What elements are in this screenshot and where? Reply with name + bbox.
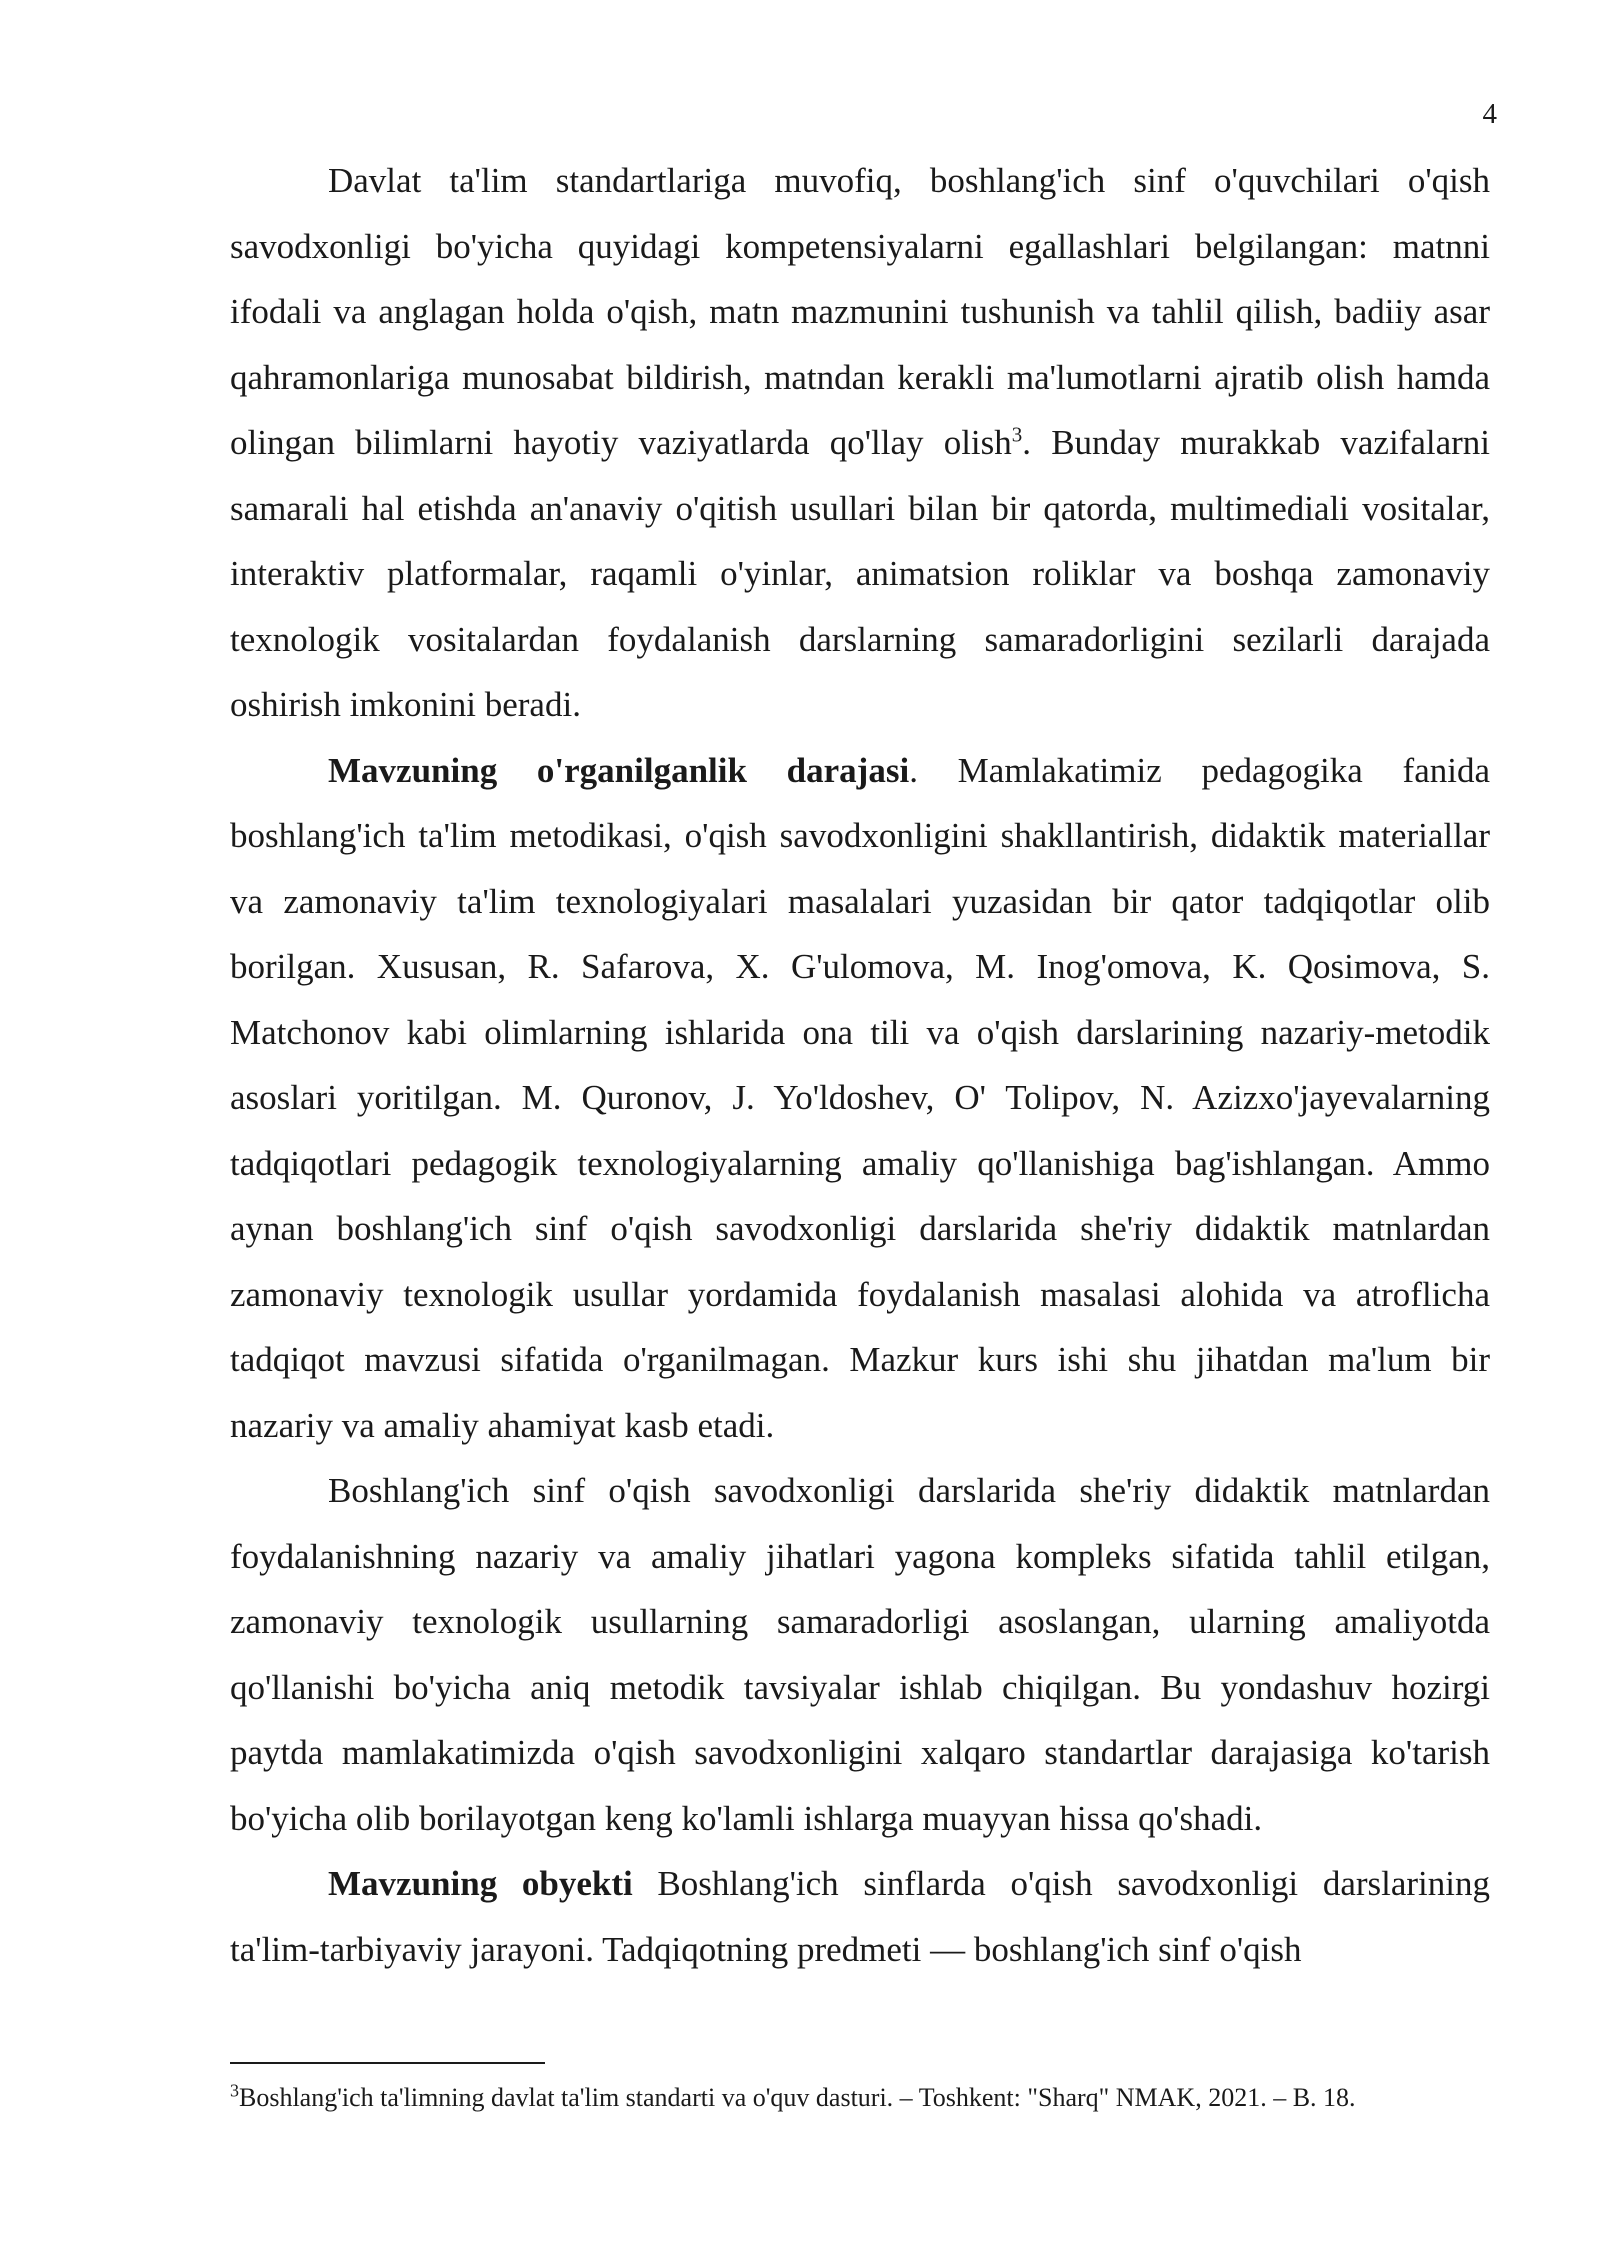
footnote-text: Boshlang'ich ta'limning davlat ta'lim standarti va o'quv dasturi. – Toshkent: "Sharq" NMAK, 2021. – B. 18. — [239, 2083, 1356, 2112]
paragraph-text: Boshlang'ich sinflarda o'qish savodxonligi darslarining ta'lim-tarbiyaviy jarayoni. Tadqiqotning predmeti — boshlang'ich sinf o'qish — [230, 1864, 1490, 1969]
paragraph-text: . Bunday murakkab vazifalarni samarali hal etishda an'anaviy o'qitish usullari bilan bir qatorda, multimediali vositalar, interaktiv platformalar, raqamli o'yinlar, animatsion roliklar va boshqa zamonaviy texnologik vositalardan foydalanish darslarning samaradorligini sezilarli darajada oshirish imkonini beradi. — [230, 423, 1491, 724]
paragraph-novelty — [230, 1458, 1490, 1851]
paragraph-text: . Mamlakatimiz pedagogika fanida boshlang'ich ta'lim metodikasi, o'qish savodxonligini shakllantirish, didaktik materiallar va zamonaviy ta'lim texnologiyalari masalalari yuzasidan bir qator tadqiqotlar olib borilgan. Xususan, R. Safarova, X. G'ulomova, M. Inog'omova, K. Qosimova, S. Matchonov kabi olimlarning ishlarida ona tili va o'qish darslarining nazariy-metodik asoslari yoritilgan. M. Quronov, J. Yo'ldoshev, O' Tolipov, N. Azizxo'jayevalarning tadqiqotlari pedagogik texnologiyalarning amaliy qo'llanishiga bag'ishlangan. Ammo aynan boshlang'ich sinf o'qish savodxonligi darslarida she'riy didaktik matnlardan zamonaviy texnologik usullar yordamida foydalanish masalasi alohida va atroflicha tadqiqot mavzusi sifatida o'rganilmagan. Mazkur kurs ishi shu jihatdan ma'lum bir nazariy va amaliy ahamiyat kasb etadi. — [230, 750, 1490, 1445]
paragraph-heading: Mavzuning o'rganilganlik darajasi — [328, 750, 910, 790]
paragraph-text: Boshlang'ich sinf o'qish savodxonligi darslarida she'riy didaktik matnlardan foydalanishning nazariy va amaliy jihatlari yagona kompleks sifatida tahlil etilgan, zamonaviy texnologik usullarning samaradorligi asoslangan, ularning amaliyotda qo'llanishi bo'yicha aniq metodik tavsiyalar ishlab chiqilgan. Bu yondashuv hozirgi paytda mamlakatimizda o'qish savodxonligini xalqaro standartlar darajasiga ko'tarish bo'yicha olib borilayotgan keng ko'lamli ishlarga muayyan hissa qo'shadi. — [230, 1471, 1490, 1838]
paragraph-study-level — [230, 738, 1490, 1459]
paragraph-text: Davlat ta'lim standartlariga muvofiq, boshlang'ich sinf o'quvchilari o'qish savodxonligi bo'yicha quyidagi kompetensiyalarni egallashlari belgilangan: matnni ifodali va anglagan holda o'qish, matn mazmunini tushunish va tahlil qilish, badiiy asar qahramonlariga munosabat bildirish, matndan kerakli ma'lumotlarni ajratib olish hamda olingan bilimlarni hayotiy vaziyatlarda qo'llay olish — [230, 161, 1490, 462]
paragraph-heading: Mavzuning obyekti — [328, 1864, 633, 1903]
footnote-reference[interactable]: 3 — [1011, 422, 1023, 447]
paragraph-object — [230, 1851, 1490, 1982]
footnote — [230, 2080, 1490, 2116]
footnote-number: 3 — [230, 2080, 239, 2101]
body-text — [230, 148, 1490, 1982]
paragraph-standards — [230, 148, 1490, 738]
footnote-separator — [230, 2062, 545, 2064]
page-number: 4 — [1482, 98, 1497, 130]
